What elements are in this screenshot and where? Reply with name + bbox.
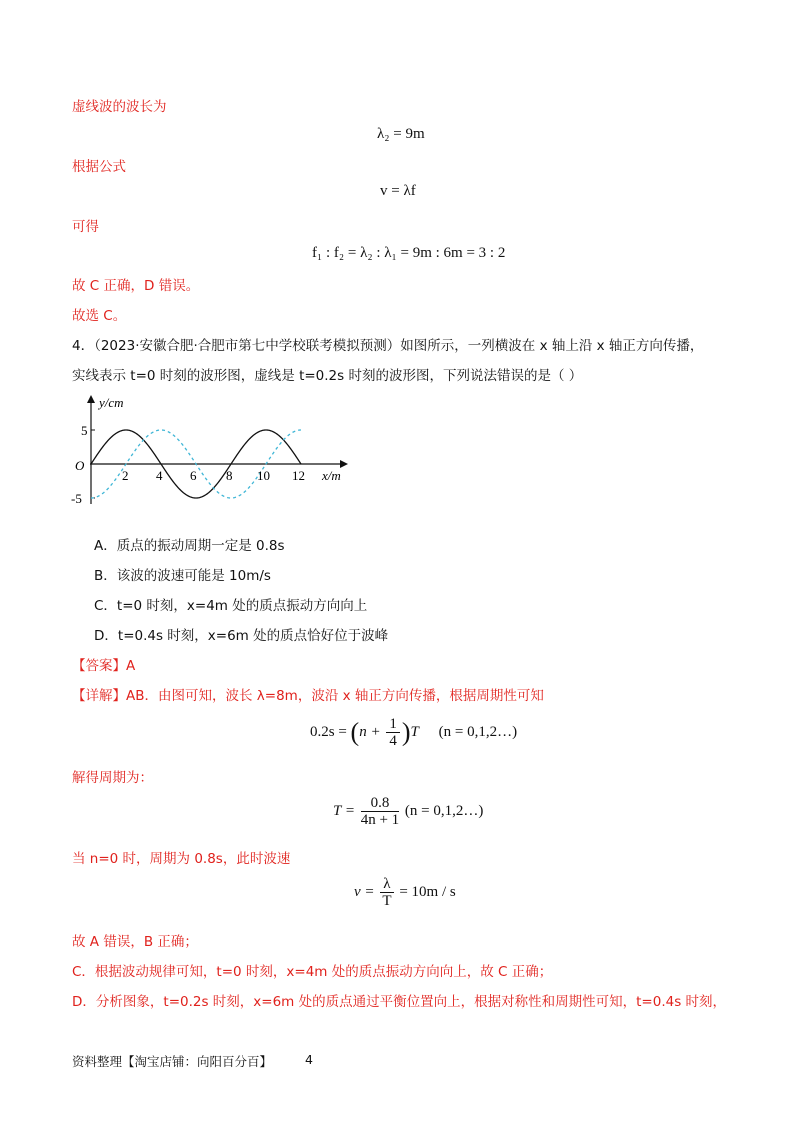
option-a: A．质点的振动周期一定是 0.8s: [94, 538, 285, 554]
equation: T = $\frac{0.8}{4n + 1}$ (n = 0,1,2…): [333, 795, 484, 828]
text-line: 解得周期为：: [72, 770, 153, 786]
equation: v = $\frac{\lambda}{T}$ = 10m / s: [354, 876, 456, 909]
page-number: 4: [305, 1052, 313, 1067]
x-tick-label: 10: [257, 468, 270, 483]
text-line: 当 n=0 时，周期为 0.8s，此时波速: [72, 851, 291, 867]
text-line: 可得: [72, 219, 99, 235]
text-line: 故 A 错误，B 正确；: [72, 934, 198, 950]
text-line: 虚线波的波长为: [72, 99, 167, 115]
wave-graph: [70, 392, 360, 514]
x-tick-label: 6: [190, 468, 197, 483]
x-axis-arrow: [340, 460, 348, 468]
question-text: 4．（2023·安徽合肥·合肥市第七中学校联考模拟预测）如图所示，一列横波在 x 轴上沿 x 轴正方向传播，: [72, 338, 704, 354]
x-tick-label: 2: [122, 468, 129, 483]
y-tick-label: -5: [71, 491, 82, 506]
x-tick-label: 12: [292, 468, 305, 483]
x-tick-label: 4: [156, 468, 163, 483]
detail-line: 【详解】AB．由图可知，波长 λ=8m，波沿 x 轴正方向传播，根据周期性可知: [72, 688, 544, 704]
y-tick-label: 5: [81, 423, 88, 438]
equation: v = λf: [380, 183, 416, 199]
option-b: B．该波的波速可能是 10m/s: [94, 568, 271, 584]
option-c: C．t=0 时刻，x=4m 处的质点振动方向向上: [94, 598, 368, 614]
y-axis-arrow: [87, 395, 95, 403]
origin-label: O: [75, 458, 85, 473]
equation: λ₂ = 9m: [377, 126, 425, 142]
text-line: 故选 C。: [72, 308, 127, 324]
text-line: 根据公式: [72, 159, 126, 175]
text-line: 故 C 正确，D 错误。: [72, 278, 200, 294]
x-tick-label: 8: [226, 468, 233, 483]
text-line: D．分析图象，t=0.2s 时刻，x=6m 处的质点通过平衡位置向上，根据对称性和周期性可知，t=0.4s 时刻，: [72, 994, 727, 1010]
equation: f₁ : f₂ = λ₂ : λ₁ = 9m : 6m = 3 : 2: [312, 245, 506, 261]
equation: 0.2s = (n + $\frac{1}{4}$ )T (n = 0,1,2…): [310, 716, 518, 749]
text-line: C．根据波动规律可知，t=0 时刻，x=4m 处的质点振动方向向上，故 C 正确；: [72, 964, 553, 980]
footer-text: 资料整理【淘宝店铺：向阳百分百】: [72, 1054, 273, 1069]
y-axis-label: y/cm: [99, 395, 124, 410]
answer-line: 【答案】A: [72, 658, 136, 674]
option-d: D．t=0.4s 时刻，x=6m 处的质点恰好位于波峰: [94, 628, 389, 644]
x-axis-label: x/m: [322, 468, 341, 483]
question-text: 实线表示 t=0 时刻的波形图，虚线是 t=0.2s 时刻的波形图，下列说法错误的是（ ）: [72, 368, 583, 384]
